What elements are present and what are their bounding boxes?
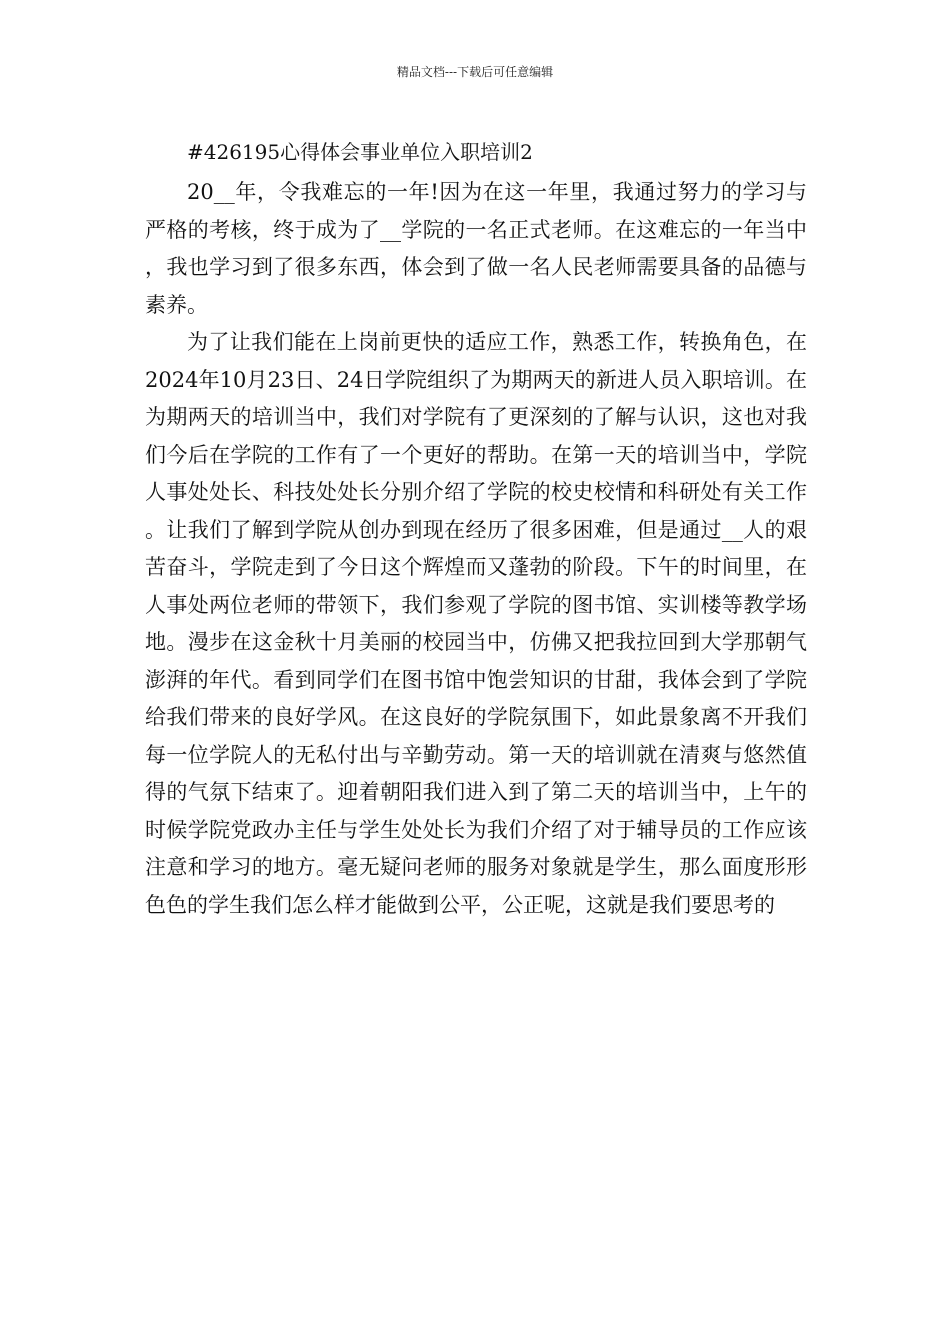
paragraph: 20__年，令我难忘的一年!因为在这一年里，我通过努力的学习与严格的考核，终于成为了__学院的一名正式老师。在这难忘的一年当中，我也学习到了很多东西，体会到了做一名人民老师需要具备的品德与素养。 [145, 180, 807, 317]
document-body [145, 132, 807, 924]
page-header: 精品文档---下载后可任意编辑 [396, 65, 554, 79]
document-title: #426195心得体会事业单位入职培训2 [187, 140, 533, 164]
paragraph: 为了让我们能在上岗前更快的适应工作，熟悉工作，转换角色，在2024年10月23日、24日学院组织了为期两天的新进人员入职培训。在为期两天的培训当中，我们对学院有了更深刻的了解与认识，这也对我们今后在学院的工作有了一个更好的帮助。在第一天的培训当中，学院人事处处长、科技处处长分别介绍了学院的校史校情和科研处有关工作。让我们了解到学院从创办到现在经历了很多困难，但是通过__人的艰苦奋斗，学院走到了今日这个辉煌而又蓬勃的阶段。下午的时间里，在人事处两位老师的带领下，我们参观了学院的图书馆、实训楼等教学场地。漫步在这金秋十月美丽的校园当中，仿佛又把我拉回到大学那朝气澎湃的年代。看到同学们在图书馆中饱尝知识的甘甜，我体会到了学院给我们带来的良好学风。在这良好的学院氛围下，如此景象离不开我们每一位学院人的无私付出与辛勤劳动。第一天的培训就在清爽与悠然值得的气氛下结束了。迎着朝阳我们进入到了第二天的培训当中，上午的时候学院党政办主任与学生处处长为我们介绍了对于辅导员的工作应该注意和学习的地方。毫无疑问老师的服务对象就是学生，那么面度形形色色的学生我们怎么样才能做到公平，公正呢，这就是我们要思考的 [145, 330, 807, 917]
